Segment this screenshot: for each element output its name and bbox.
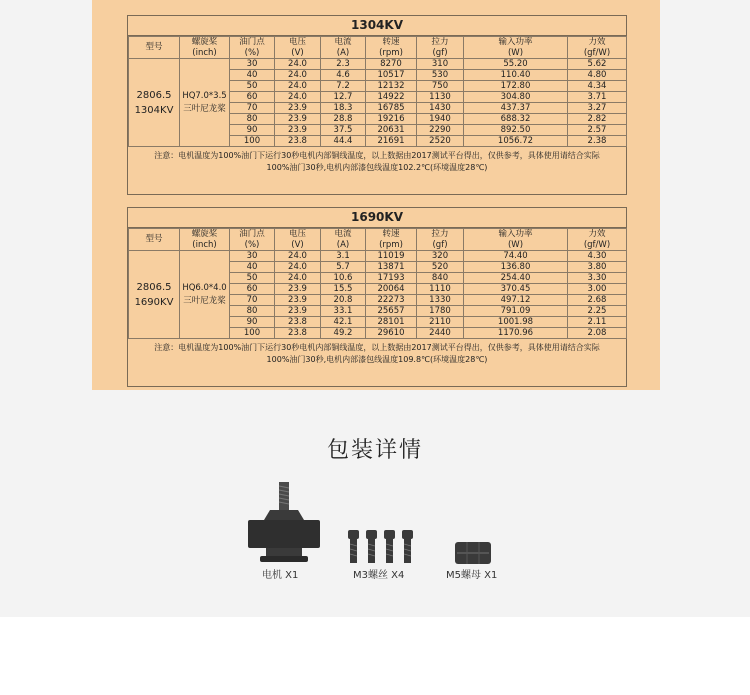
table-cell: 172.80: [464, 81, 568, 92]
table-cell: 4.34: [568, 81, 627, 92]
table-cell: 10517: [366, 70, 417, 81]
table-cell: 688.32: [464, 114, 568, 125]
propeller-cell: HQ7.0*3.5 三叶尼龙桨: [180, 59, 230, 147]
table-cell: 70: [230, 103, 275, 114]
table-row: [129, 59, 627, 70]
table-cell: 16785: [366, 103, 417, 114]
col-header-power: 输入功率 (W): [464, 229, 568, 251]
table-cell: 5.62: [568, 59, 627, 70]
table-cell: 2.08: [568, 328, 627, 339]
table-cell: 23.9: [275, 306, 321, 317]
note-line-2: 100%油门30秒,电机内部漆包线温度109.8℃(环境温度28℃): [266, 355, 488, 364]
table-cell: 304.80: [464, 92, 568, 103]
nut-item: [453, 540, 493, 566]
col-header-thrust: 拉力 (gf): [417, 37, 464, 59]
screws-label: M3螺丝 X4: [353, 570, 405, 581]
table-cell: 100: [230, 328, 275, 339]
spec-table: [128, 36, 627, 147]
table-cell: 1330: [417, 295, 464, 306]
table-cell: 50: [230, 81, 275, 92]
table-cell: 320: [417, 251, 464, 262]
table-cell: 17193: [366, 273, 417, 284]
table-cell: 80: [230, 114, 275, 125]
note-line-1: 注意：电机温度为100%油门下运行30秒电机内部铜线温度，以上数据由2017测试平台得出，仅供参考，具体使用请结合实际: [154, 151, 600, 160]
table-cell: 2.3: [321, 59, 366, 70]
table-cell: 24.0: [275, 92, 321, 103]
motor-icon: [246, 480, 322, 564]
table-row: [129, 251, 627, 262]
table-cell: 22273: [366, 295, 417, 306]
table-cell: 3.1: [321, 251, 366, 262]
table-cell: 892.50: [464, 125, 568, 136]
note-line-1: 注意：电机温度为100%油门下运行30秒电机内部铜线温度，以上数据由2017测试平台得出，仅供参考，具体使用请结合实际: [154, 343, 600, 352]
nut-icon: [453, 540, 493, 566]
model-cell: 2806.5 1690KV: [129, 251, 180, 339]
table-cell: 1110: [417, 284, 464, 295]
spec-table-1690kv: [127, 207, 627, 387]
table-cell: 1940: [417, 114, 464, 125]
spec-table: [128, 228, 627, 339]
table-cell: 55.20: [464, 59, 568, 70]
table-cell: 4.80: [568, 70, 627, 81]
col-header-throttle: 油门点 (%): [230, 37, 275, 59]
table-cell: 2440: [417, 328, 464, 339]
table-cell: 1430: [417, 103, 464, 114]
table-cell: 23.8: [275, 317, 321, 328]
table-cell: 44.4: [321, 136, 366, 147]
col-header-current: 电流 (A): [321, 229, 366, 251]
table-cell: 23.9: [275, 114, 321, 125]
table-cell: 23.9: [275, 125, 321, 136]
table-cell: 37.5: [321, 125, 366, 136]
table-cell: 254.40: [464, 273, 568, 284]
table-cell: 3.71: [568, 92, 627, 103]
table-cell: 20064: [366, 284, 417, 295]
table-cell: 1130: [417, 92, 464, 103]
table-cell: 29610: [366, 328, 417, 339]
table-cell: 10.6: [321, 273, 366, 284]
table-cell: 90: [230, 125, 275, 136]
table-cell: 11019: [366, 251, 417, 262]
table-cell: 530: [417, 70, 464, 81]
table-cell: 30: [230, 59, 275, 70]
table-cell: 750: [417, 81, 464, 92]
table-cell: 23.8: [275, 328, 321, 339]
table-cell: 1170.96: [464, 328, 568, 339]
table-cell: 20631: [366, 125, 417, 136]
header-row: [129, 229, 627, 251]
note-line-2: 100%油门30秒,电机内部漆包线温度102.2℃(环境温度28℃): [266, 163, 488, 172]
table-cell: 437.37: [464, 103, 568, 114]
table-title: 1690KV: [128, 208, 626, 228]
table-cell: 12.7: [321, 92, 366, 103]
table-cell: 370.45: [464, 284, 568, 295]
table-cell: 497.12: [464, 295, 568, 306]
table-cell: 4.30: [568, 251, 627, 262]
table-cell: 1056.72: [464, 136, 568, 147]
table-note: [128, 147, 626, 174]
table-cell: 19216: [366, 114, 417, 125]
table-cell: 2.68: [568, 295, 627, 306]
table-cell: 2.57: [568, 125, 627, 136]
table-cell: 60: [230, 284, 275, 295]
col-header-prop: 螺旋桨 (inch): [180, 229, 230, 251]
table-cell: 2110: [417, 317, 464, 328]
table-cell: 3.30: [568, 273, 627, 284]
table-cell: 25657: [366, 306, 417, 317]
table-cell: 50: [230, 273, 275, 284]
table-cell: 74.40: [464, 251, 568, 262]
table-cell: 3.80: [568, 262, 627, 273]
table-cell: 14922: [366, 92, 417, 103]
table-cell: 5.7: [321, 262, 366, 273]
table-cell: 42.1: [321, 317, 366, 328]
col-header-voltage: 电压 (V): [275, 37, 321, 59]
table-cell: 2.25: [568, 306, 627, 317]
table-cell: 1001.98: [464, 317, 568, 328]
col-header-current: 电流 (A): [321, 37, 366, 59]
table-cell: 28.8: [321, 114, 366, 125]
col-header-efficiency: 力效 (gf/W): [568, 37, 627, 59]
table-cell: 3.27: [568, 103, 627, 114]
package-section-title: 包装详情: [326, 438, 423, 463]
col-header-power: 输入功率 (W): [464, 37, 568, 59]
table-cell: 80: [230, 306, 275, 317]
package-items: [0, 480, 750, 590]
table-cell: 2.38: [568, 136, 627, 147]
table-cell: 24.0: [275, 70, 321, 81]
col-header-model: 型号: [129, 37, 180, 59]
table-cell: 24.0: [275, 59, 321, 70]
table-cell: 21691: [366, 136, 417, 147]
table-cell: 3.00: [568, 284, 627, 295]
col-header-rpm: 转速 (rpm): [366, 37, 417, 59]
table-note: [128, 339, 626, 366]
table-cell: 100: [230, 136, 275, 147]
table-cell: 15.5: [321, 284, 366, 295]
table-cell: 30: [230, 251, 275, 262]
table-cell: 136.80: [464, 262, 568, 273]
table-cell: 24.0: [275, 251, 321, 262]
table-cell: 33.1: [321, 306, 366, 317]
table-cell: 40: [230, 262, 275, 273]
table-cell: 310: [417, 59, 464, 70]
table-cell: 24.0: [275, 273, 321, 284]
table-cell: 2290: [417, 125, 464, 136]
table-cell: 23.9: [275, 103, 321, 114]
table-cell: 2.11: [568, 317, 627, 328]
table-cell: 8270: [366, 59, 417, 70]
motor-label: 电机 X1: [262, 570, 299, 581]
table-cell: 791.09: [464, 306, 568, 317]
table-cell: 840: [417, 273, 464, 284]
table-cell: 2520: [417, 136, 464, 147]
spec-table-1304kv: [127, 15, 627, 195]
table-cell: 4.6: [321, 70, 366, 81]
table-cell: 7.2: [321, 81, 366, 92]
col-header-throttle: 油门点 (%): [230, 229, 275, 251]
table-cell: 70: [230, 295, 275, 306]
table-cell: 12132: [366, 81, 417, 92]
col-header-prop: 螺旋桨 (inch): [180, 37, 230, 59]
table-cell: 23.9: [275, 295, 321, 306]
table-cell: 18.3: [321, 103, 366, 114]
col-header-thrust: 拉力 (gf): [417, 229, 464, 251]
propeller-cell: HQ6.0*4.0 三叶尼龙桨: [180, 251, 230, 339]
table-cell: 23.8: [275, 136, 321, 147]
table-cell: 1780: [417, 306, 464, 317]
table-cell: 24.0: [275, 81, 321, 92]
table-title: 1304KV: [128, 16, 626, 36]
header-row: [129, 37, 627, 59]
motor-item: [246, 480, 322, 564]
table-cell: 13871: [366, 262, 417, 273]
table-cell: 520: [417, 262, 464, 273]
table-cell: 90: [230, 317, 275, 328]
table-cell: 110.40: [464, 70, 568, 81]
table-cell: 23.9: [275, 284, 321, 295]
table-cell: 40: [230, 70, 275, 81]
table-cell: 24.0: [275, 262, 321, 273]
spec-panel: [92, 0, 660, 390]
screws-item: [345, 530, 415, 566]
table-cell: 49.2: [321, 328, 366, 339]
col-header-efficiency: 力效 (gf/W): [568, 229, 627, 251]
screw-icon: [345, 530, 415, 566]
nut-label: M5螺母 X1: [446, 570, 498, 581]
col-header-voltage: 电压 (V): [275, 229, 321, 251]
table-cell: 20.8: [321, 295, 366, 306]
col-header-model: 型号: [129, 229, 180, 251]
table-cell: 2.82: [568, 114, 627, 125]
table-cell: 28101: [366, 317, 417, 328]
col-header-rpm: 转速 (rpm): [366, 229, 417, 251]
model-cell: 2806.5 1304KV: [129, 59, 180, 147]
table-cell: 60: [230, 92, 275, 103]
